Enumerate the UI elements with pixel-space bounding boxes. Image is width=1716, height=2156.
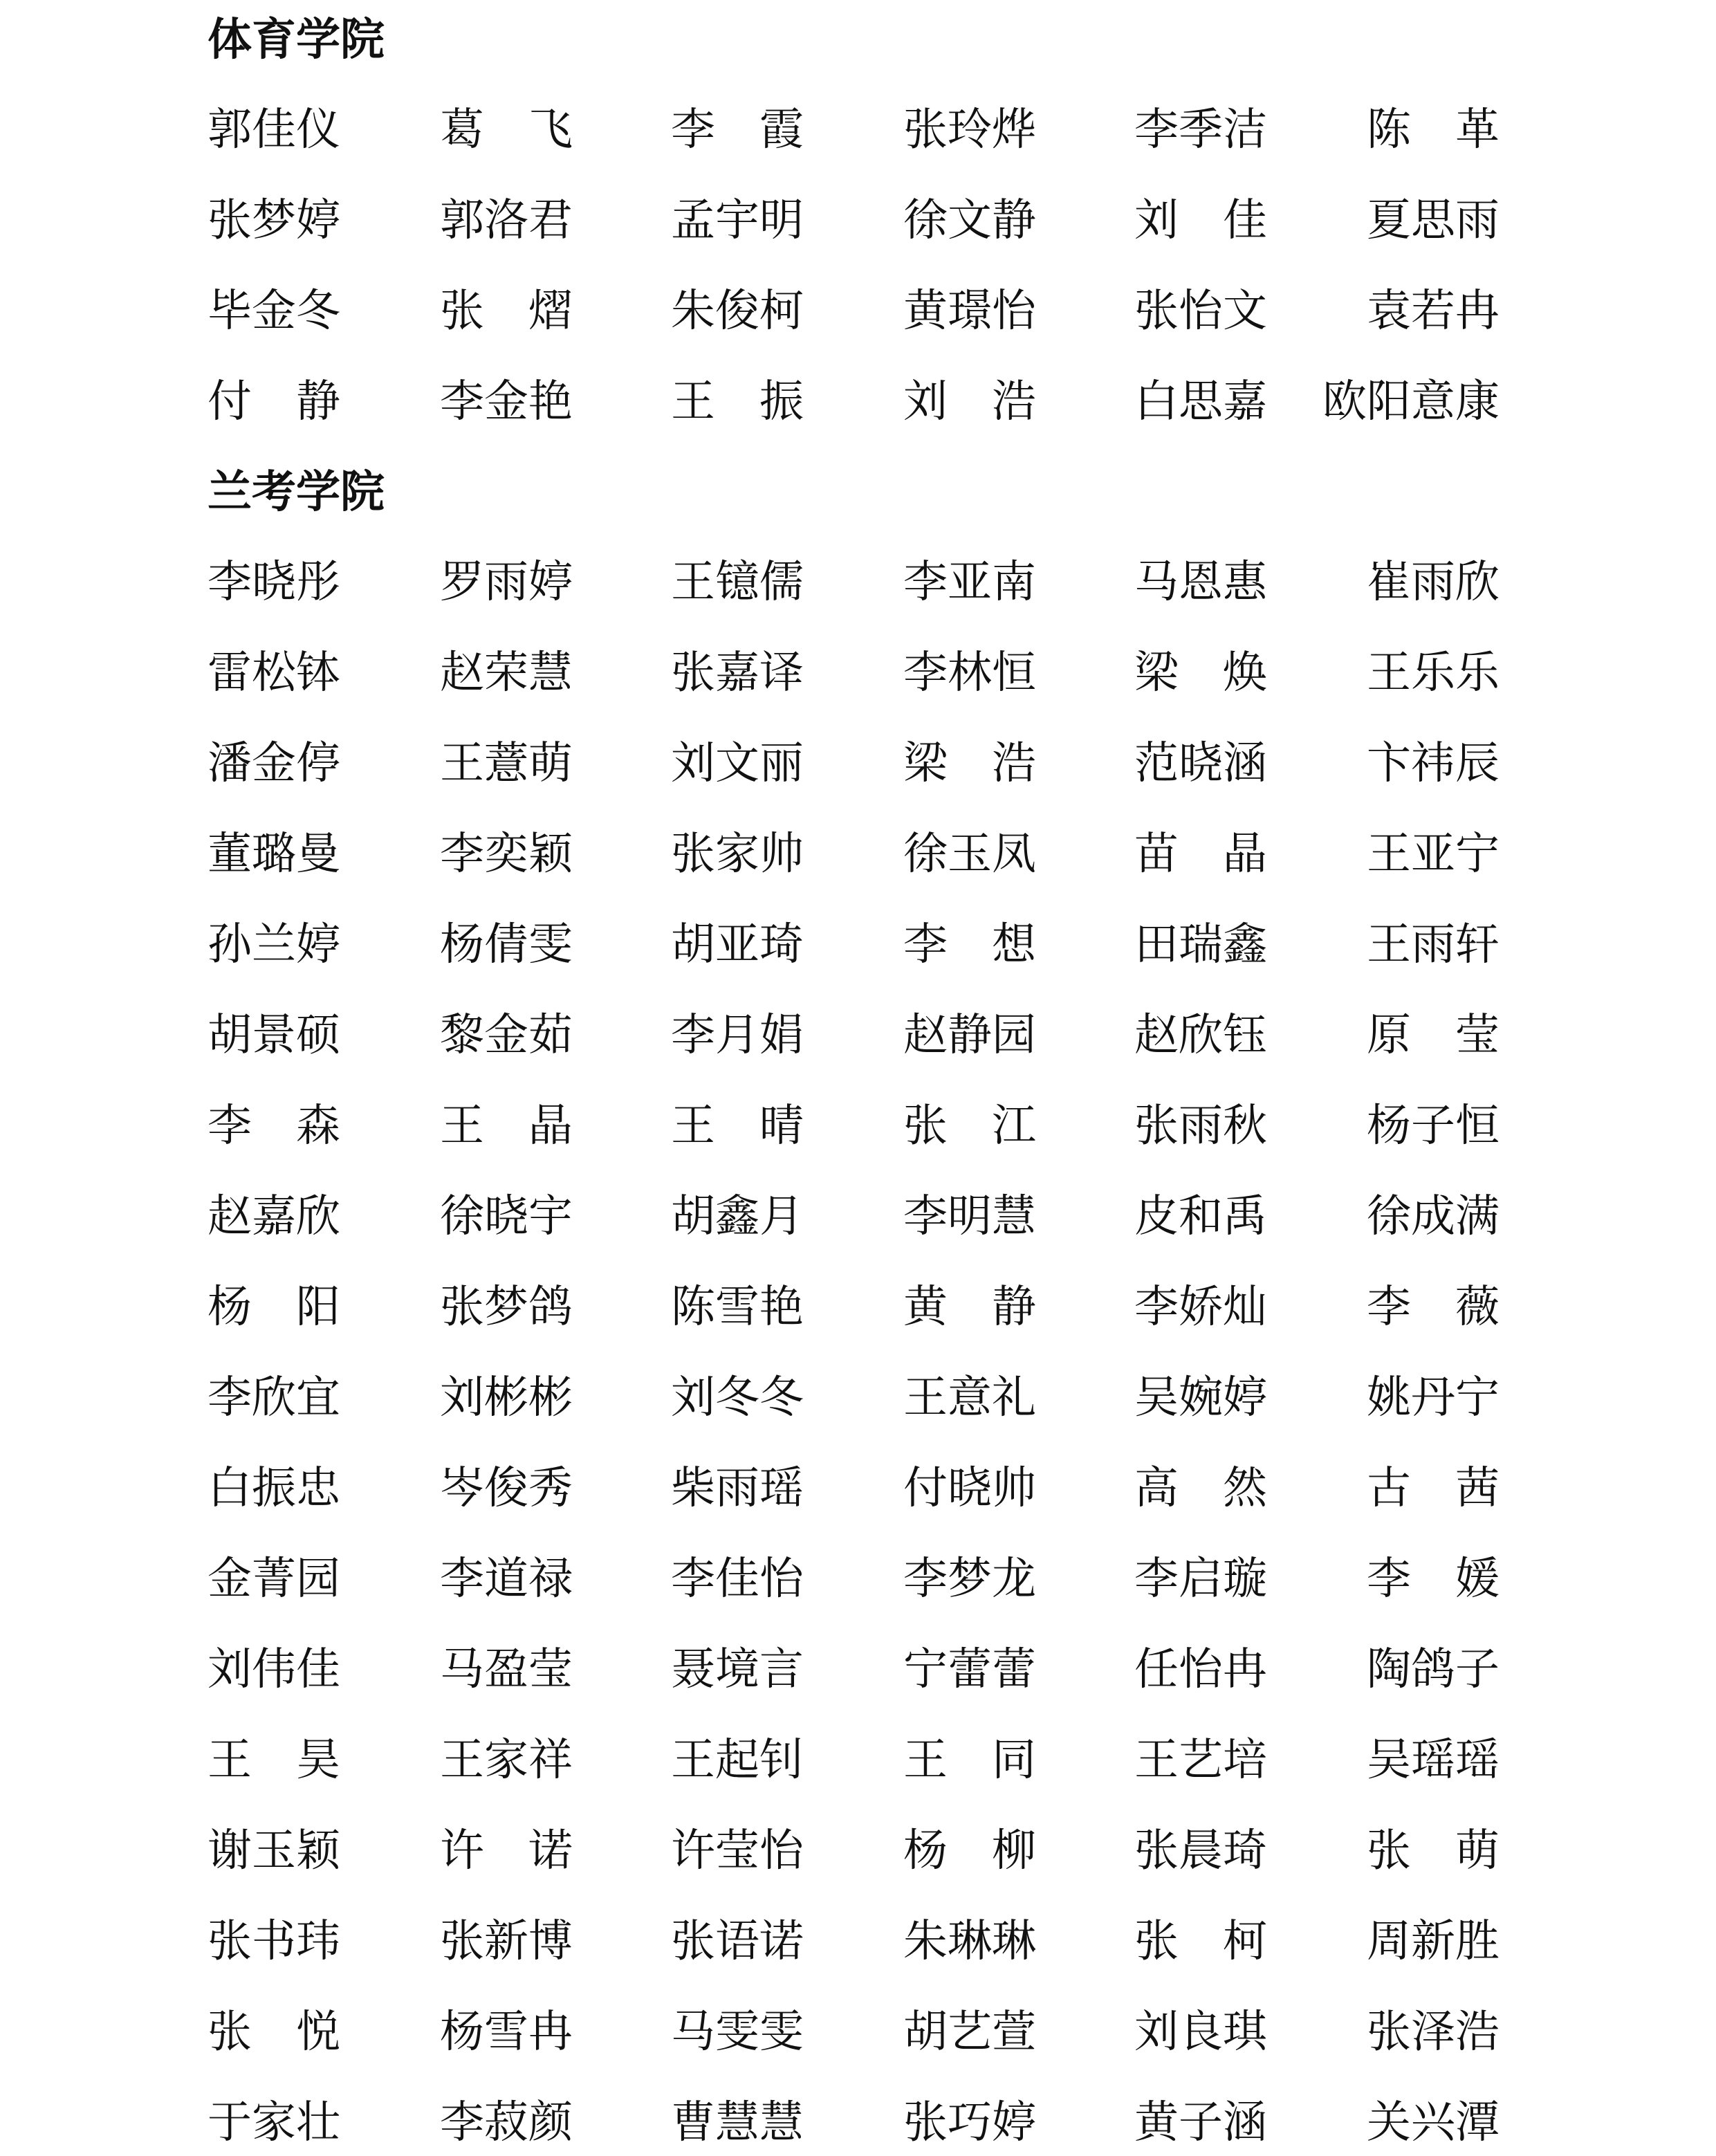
student-name: 原 莹 [1367,1010,1500,1061]
student-name: 李佳怡 [671,1554,804,1605]
student-name: 黎金茹 [440,1010,573,1061]
student-name: 李 媛 [1367,1554,1500,1605]
name-row [207,1735,1508,1794]
student-name: 黄 静 [903,1282,1036,1333]
student-name: 王 昊 [207,1735,340,1786]
name-row [207,2097,1508,2156]
student-name: 王 振 [671,376,804,427]
student-name: 周新胜 [1367,1916,1500,1967]
student-name: 苗 晶 [1134,829,1267,880]
student-name: 任怡冉 [1134,1644,1267,1695]
student-name: 朱琳琳 [903,1916,1036,1967]
student-name: 马恩惠 [1134,557,1267,608]
student-name: 姚丹宁 [1367,1372,1500,1423]
student-name: 徐文静 [903,195,1036,246]
student-name: 陈雪艳 [671,1282,804,1333]
student-name: 李欣宜 [207,1372,340,1423]
student-name: 皮和禹 [1134,1191,1267,1242]
student-name: 李 霞 [671,104,804,156]
student-name: 马盈莹 [440,1644,573,1695]
student-name: 黄子涵 [1134,2097,1267,2148]
student-name: 孟宇明 [671,195,804,246]
name-row [207,1463,1508,1522]
student-name: 张巧婷 [903,2097,1036,2148]
student-name: 朱俊柯 [671,286,804,337]
student-name: 袁若冉 [1367,286,1500,337]
student-name: 李道禄 [440,1554,573,1605]
name-row [207,738,1508,797]
student-name: 杨 柳 [903,1825,1036,1877]
student-name: 张家帅 [671,829,804,880]
student-name: 陈 革 [1367,104,1500,156]
student-name: 马雯雯 [671,2007,804,2058]
student-name: 曹慧慧 [671,2097,804,2148]
name-row [207,829,1508,887]
student-name: 张新博 [440,1916,573,1967]
student-name: 王亚宁 [1367,829,1500,880]
student-name: 李娇灿 [1134,1282,1267,1333]
student-name: 付 静 [207,376,340,427]
student-name: 杨 阳 [207,1282,340,1333]
student-name: 雷松钵 [207,647,340,699]
student-name: 李晓彤 [207,557,340,608]
student-name: 李 想 [903,919,1036,970]
name-row [207,1010,1508,1069]
student-name: 梁 焕 [1134,647,1267,699]
student-name: 赵嘉欣 [207,1191,340,1242]
student-name: 胡景硕 [207,1010,340,1061]
student-name: 胡鑫月 [671,1191,804,1242]
student-name: 柴雨瑶 [671,1463,804,1514]
student-name: 郭佳仪 [207,104,340,156]
student-name: 李 薇 [1367,1282,1500,1333]
student-name: 田瑞鑫 [1134,919,1267,970]
student-name: 王家祥 [440,1735,573,1786]
section-title-sports: 体育学院 [207,15,385,66]
student-name: 罗雨婷 [440,557,573,608]
student-name: 李 森 [207,1100,340,1152]
student-name: 赵欣钰 [1134,1010,1267,1061]
name-row [207,1644,1508,1703]
student-name: 王雨轩 [1367,919,1500,970]
student-name: 潘金停 [207,738,340,789]
student-name: 王 晶 [440,1100,573,1152]
student-name: 崔雨欣 [1367,557,1500,608]
student-name: 许 诺 [440,1825,573,1877]
student-name: 岑俊秀 [440,1463,573,1514]
student-name: 胡艺萱 [903,2007,1036,2058]
student-name: 刘彬彬 [440,1372,573,1423]
student-name: 张语诺 [671,1916,804,1967]
student-name: 刘 佳 [1134,195,1267,246]
student-name: 王 同 [903,1735,1036,1786]
student-name: 张梦婷 [207,195,340,246]
student-name: 赵荣慧 [440,647,573,699]
student-name: 欧阳意康 [1322,376,1500,427]
student-name: 吴婉婷 [1134,1372,1267,1423]
student-name: 张泽浩 [1367,2007,1500,2058]
student-name: 张 悦 [207,2007,340,2058]
name-row [207,1372,1508,1431]
student-name: 刘 浩 [903,376,1036,427]
name-row [207,919,1508,978]
student-name: 夏思雨 [1367,195,1500,246]
name-row [207,2007,1508,2065]
student-name: 于家壮 [207,2097,340,2148]
student-name: 李金艳 [440,376,573,427]
student-name: 聂境言 [671,1644,804,1695]
student-name: 白思嘉 [1134,376,1267,427]
student-name: 毕金冬 [207,286,340,337]
student-name: 徐玉凤 [903,829,1036,880]
student-name: 黄璟怡 [903,286,1036,337]
student-name: 王 晴 [671,1100,804,1152]
name-row [207,1282,1508,1340]
student-name: 高 然 [1134,1463,1267,1514]
student-name: 范晓涵 [1134,738,1267,789]
student-name: 赵静园 [903,1010,1036,1061]
student-name: 白振忠 [207,1463,340,1514]
student-name: 张雨秋 [1134,1100,1267,1152]
section-title-lankao: 兰考学院 [207,467,385,518]
student-name: 关兴潭 [1367,2097,1500,2148]
name-row [207,286,1508,344]
student-name: 梁 浩 [903,738,1036,789]
student-name: 刘冬冬 [671,1372,804,1423]
student-name: 杨子恒 [1367,1100,1500,1152]
student-name: 李林恒 [903,647,1036,699]
student-name: 刘良琪 [1134,2007,1267,2058]
student-name: 付晓帅 [903,1463,1036,1514]
name-row [207,1100,1508,1159]
student-name: 李月娟 [671,1010,804,1061]
name-row [207,376,1508,435]
student-name: 张玲烨 [903,104,1036,156]
student-name: 张 萌 [1367,1825,1500,1877]
student-name: 王镱儒 [671,557,804,608]
student-name: 杨雪冉 [440,2007,573,2058]
student-name: 李启璇 [1134,1554,1267,1605]
student-name: 李奕颖 [440,829,573,880]
student-name: 葛 飞 [440,104,573,156]
student-name: 张 熠 [440,286,573,337]
student-name: 张晨琦 [1134,1825,1267,1877]
student-name: 李梦龙 [903,1554,1036,1605]
student-name: 李明慧 [903,1191,1036,1242]
student-name: 张怡文 [1134,286,1267,337]
name-row [207,1825,1508,1884]
student-name: 董璐曼 [207,829,340,880]
student-name: 刘文丽 [671,738,804,789]
student-name: 王起钊 [671,1735,804,1786]
student-name: 孙兰婷 [207,919,340,970]
name-row [207,195,1508,254]
student-name: 古 茜 [1367,1463,1500,1514]
student-name: 卞祎辰 [1367,738,1500,789]
student-name: 张 柯 [1134,1916,1267,1967]
student-name: 宁蕾蕾 [903,1644,1036,1695]
student-name: 陶鸽子 [1367,1644,1500,1695]
name-row [207,1916,1508,1975]
student-name: 张嘉译 [671,647,804,699]
student-name: 李亚南 [903,557,1036,608]
student-name: 许莹怡 [671,1825,804,1877]
student-name: 张梦鸽 [440,1282,573,1333]
student-name: 吴瑶瑶 [1367,1735,1500,1786]
student-name: 王乐乐 [1367,647,1500,699]
student-name: 徐成满 [1367,1191,1500,1242]
student-name: 王艺培 [1134,1735,1267,1786]
student-name: 王意礼 [903,1372,1036,1423]
name-row [207,647,1508,706]
student-name: 徐晓宇 [440,1191,573,1242]
student-name: 刘伟佳 [207,1644,340,1695]
name-row [207,1554,1508,1612]
student-name: 郭洛君 [440,195,573,246]
student-name: 王薏萌 [440,738,573,789]
name-row [207,557,1508,616]
student-name: 杨倩雯 [440,919,573,970]
student-name: 李季洁 [1134,104,1267,156]
student-name: 金菁园 [207,1554,340,1605]
student-name: 张书玮 [207,1916,340,1967]
student-name: 胡亚琦 [671,919,804,970]
student-name: 谢玉颖 [207,1825,340,1877]
student-name: 李菽颜 [440,2097,573,2148]
name-row [207,1191,1508,1250]
name-row [207,104,1508,163]
student-name: 张 江 [903,1100,1036,1152]
